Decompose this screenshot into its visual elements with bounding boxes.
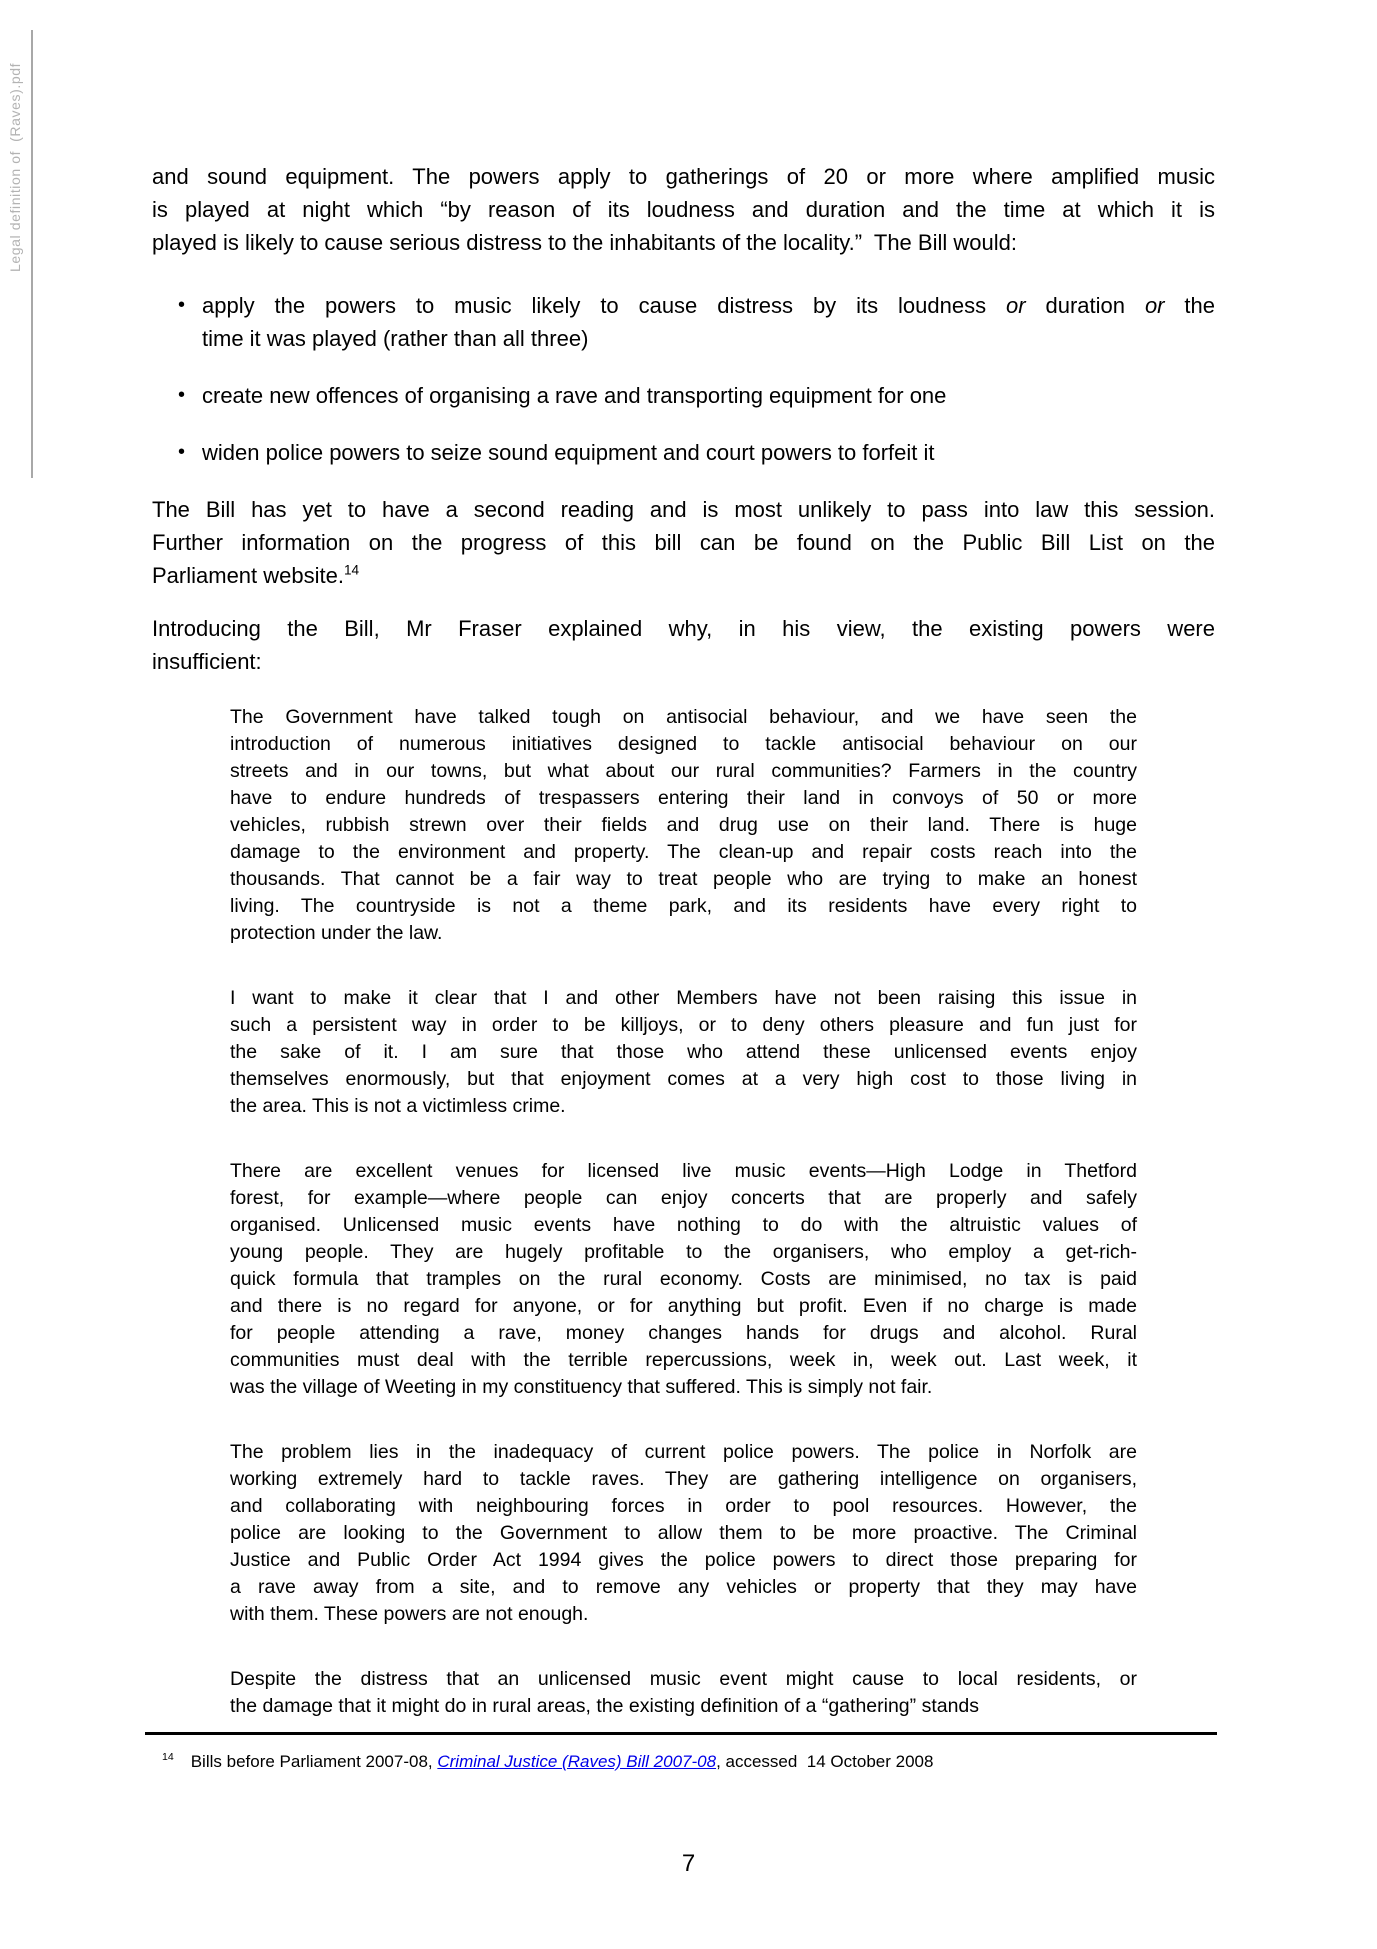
text-line <box>230 1012 1137 1039</box>
text-segment: apply the powers to music likely to cause distress by its loudness <box>202 293 1007 318</box>
quote-paragraph <box>230 1666 1137 1720</box>
text-segment: 14 <box>343 562 360 578</box>
text-line <box>230 1574 1137 1601</box>
text-line <box>230 1066 1137 1093</box>
text-line <box>230 1347 1137 1374</box>
bullet-marker: • <box>178 384 186 406</box>
text-segment: Parliament website. <box>152 563 344 588</box>
text-segment: the area. This is not a victimless crime. <box>230 1095 566 1117</box>
text-line <box>230 758 1137 785</box>
text-segment: played is likely to cause serious distress to the inhabitants of the locality.” The Bill would: <box>152 230 1017 255</box>
text-segment: or <box>1006 293 1026 318</box>
text-segment: with them. These powers are not enough. <box>230 1603 589 1625</box>
text-segment: communities must deal with the terrible repercussions, week in, week out. Last week, it <box>230 1349 1137 1371</box>
text-segment: widen police powers to seize sound equipment and court powers to forfeit it <box>202 440 935 465</box>
text-line <box>152 526 1215 559</box>
text-segment: working extremely hard to tackle raves. They are gathering intelligence on organisers, <box>230 1468 1137 1490</box>
text-line <box>152 493 1215 526</box>
text-line <box>152 645 1215 678</box>
text-line <box>152 559 1215 592</box>
text-segment: is played at night which “by reason of its loudness and duration and the time at which it is <box>152 197 1215 222</box>
text-segment: time it was played (rather than all three) <box>202 326 589 351</box>
text-line <box>202 379 1215 412</box>
text-line <box>230 1601 1137 1628</box>
paragraph-bill-status <box>152 493 1215 592</box>
text-segment: and sound equipment. The powers apply to gatherings of 20 or more where amplified music <box>152 164 1215 189</box>
text-line <box>202 436 1215 469</box>
text-line <box>230 866 1137 893</box>
text-segment: themselves enormously, but that enjoyment comes at a very high cost to those living in <box>230 1068 1137 1090</box>
text-segment: such a persistent way in order to be killjoys, or to deny others pleasure and fun just for <box>230 1014 1137 1036</box>
page-number: 7 <box>681 1850 696 1877</box>
text-line <box>230 1185 1137 1212</box>
bullet-list <box>152 289 1215 469</box>
text-line <box>230 704 1137 731</box>
text-line <box>230 1666 1137 1693</box>
quote-paragraph <box>230 1158 1137 1401</box>
quote-paragraph <box>230 1439 1137 1628</box>
footnote-separator <box>145 1732 1217 1735</box>
text-segment: or <box>1144 293 1165 318</box>
text-line <box>230 785 1137 812</box>
text-segment: insufficient: <box>152 649 262 674</box>
text-line <box>230 1320 1137 1347</box>
bullet-item <box>152 289 1215 355</box>
bullet-item <box>152 436 1215 469</box>
text-line <box>230 1212 1137 1239</box>
text-line <box>230 1693 1137 1720</box>
text-segment: damage to the environment and property. The clean-up and repair costs reach into the <box>230 841 1137 863</box>
text-segment: The Bill has yet to have a second reading and is most unlikely to pass into law this session. <box>152 497 1215 522</box>
file-name-vertical-label: Legal definition of (Raves).pdf <box>7 62 23 272</box>
bullet-marker: • <box>178 294 186 316</box>
text-segment: the <box>1164 293 1216 318</box>
text-segment: Justice and Public Order Act 1994 gives the police powers to direct those preparing for <box>230 1549 1137 1571</box>
text-line <box>230 1493 1137 1520</box>
text-line <box>230 920 1137 947</box>
text-segment: living. The countryside is not a theme park, and its residents have every right to <box>230 895 1137 917</box>
text-line <box>230 1039 1137 1066</box>
text-segment: young people. They are hugely profitable to the organisers, who employ a get-rich- <box>230 1241 1137 1263</box>
text-line <box>230 1374 1137 1401</box>
text-line <box>152 612 1215 645</box>
text-segment: quick formula that tramples on the rural economy. Costs are minimised, no tax is paid <box>230 1268 1137 1290</box>
paragraph-introducing <box>152 612 1215 678</box>
text-segment: streets and in our towns, but what about our rural communities? Farmers in the country <box>230 760 1137 782</box>
text-segment: Bills before Parliament 2007-08, <box>190 1752 438 1771</box>
text-line <box>230 839 1137 866</box>
text-line <box>230 1547 1137 1574</box>
text-segment: have to endure hundreds of trespassers entering their land in convoys of 50 or more <box>230 787 1137 809</box>
bullet-marker: • <box>178 441 186 463</box>
text-segment: and there is no regard for anyone, or for anything but profit. Even if no charge is made <box>230 1295 1137 1317</box>
document-content <box>152 160 1215 1773</box>
text-segment: , accessed 14 October 2008 <box>716 1752 934 1771</box>
sidebar-vertical-rule <box>31 30 33 478</box>
text-line <box>230 1466 1137 1493</box>
text-line <box>230 1239 1137 1266</box>
text-line <box>230 1293 1137 1320</box>
text-line <box>152 193 1215 226</box>
text-line <box>230 1520 1137 1547</box>
text-line <box>230 731 1137 758</box>
text-segment: Further information on the progress of this bill can be found on the Public Bill List on the <box>152 530 1215 555</box>
bullet-item <box>152 379 1215 412</box>
text-segment: create new offences of organising a rave and transporting equipment for one <box>202 383 947 408</box>
text-segment: protection under the law. <box>230 922 443 944</box>
text-line <box>152 226 1215 259</box>
footnote <box>152 1751 1215 1773</box>
text-line <box>230 893 1137 920</box>
quote-paragraph <box>230 704 1137 947</box>
text-segment: vehicles, rubbish strewn over their fields and drug use on their land. There is huge <box>230 814 1137 836</box>
text-segment: thousands. That cannot be a fair way to treat people who are trying to make an honest <box>230 868 1137 890</box>
text-segment: and collaborating with neighbouring forces in order to pool resources. However, the <box>230 1495 1137 1517</box>
quotation-block <box>230 704 1137 1720</box>
text-segment: Introducing the Bill, Mr Fraser explained why, in his view, the existing powers were <box>152 616 1215 641</box>
text-segment: The problem lies in the inadequacy of current police powers. The police in Norfolk are <box>230 1441 1137 1463</box>
text-line <box>202 322 1215 355</box>
text-segment: for people attending a rave, money changes hands for drugs and alcohol. Rural <box>230 1322 1137 1344</box>
text-line <box>230 812 1137 839</box>
text-segment: was the village of Weeting in my constituency that suffered. This is simply not fair. <box>230 1376 933 1398</box>
paragraph-intro <box>152 160 1215 259</box>
text-line <box>202 289 1215 322</box>
footnote-link[interactable]: Criminal Justice (Raves) Bill 2007-08 <box>437 1752 717 1771</box>
footnote-text <box>191 1752 934 1771</box>
text-line <box>152 160 1215 193</box>
text-segment: organised. Unlicensed music events have nothing to do with the altruistic values of <box>230 1214 1137 1236</box>
quote-paragraph <box>230 985 1137 1120</box>
text-segment: the sake of it. I am sure that those who attend these unlicensed events enjoy <box>230 1041 1137 1063</box>
text-line <box>230 1439 1137 1466</box>
text-line <box>230 1158 1137 1185</box>
text-line <box>230 985 1137 1012</box>
text-line <box>230 1266 1137 1293</box>
text-segment: I want to make it clear that I and other Members have not been raising this issue in <box>230 987 1137 1009</box>
text-segment: duration <box>1025 293 1145 318</box>
text-segment: introduction of numerous initiatives designed to tackle antisocial behaviour on our <box>230 733 1137 755</box>
text-segment: police are looking to the Government to allow them to be more proactive. The Criminal <box>230 1522 1137 1544</box>
text-segment: There are excellent venues for licensed live music events—High Lodge in Thetford <box>230 1160 1137 1182</box>
text-segment: Despite the distress that an unlicensed music event might cause to local residents, or <box>230 1668 1137 1690</box>
text-line <box>230 1093 1137 1120</box>
text-segment: The Government have talked tough on antisocial behaviour, and we have seen the <box>230 706 1137 728</box>
text-segment: forest, for example—where people can enjoy concerts that are properly and safely <box>230 1187 1137 1209</box>
text-segment: the damage that it might do in rural areas, the existing definition of a “gathering” stands <box>230 1695 980 1717</box>
text-segment: a rave away from a site, and to remove any vehicles or property that they may have <box>230 1576 1137 1598</box>
footnote-marker: 14 <box>162 1751 174 1764</box>
